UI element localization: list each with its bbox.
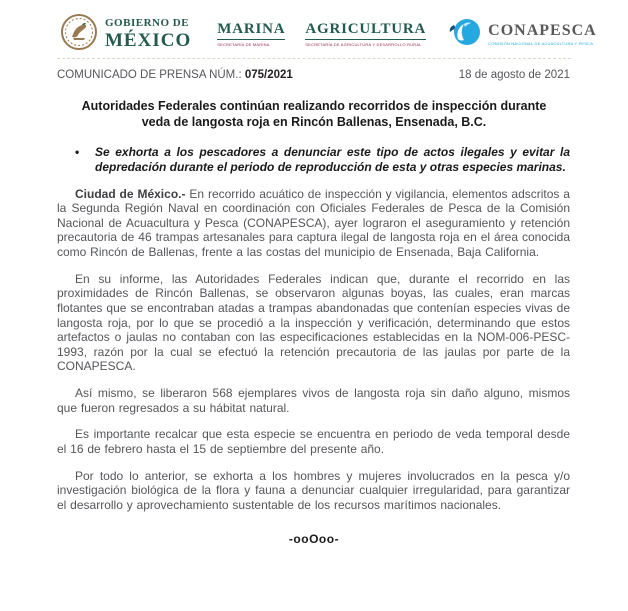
agricultura-subtitle: SECRETARÍA DE AGRICULTURA Y DESARROLLO RURAL [305,41,422,47]
agricultura-wordmark: AGRICULTURA [305,22,426,40]
paragraph-3: Así mismo, se liberaron 568 ejemplares vivos de langosta roja sin daño alguno, mismos que fueron regresados a su hábitat natural. [57,386,570,415]
marina-wordmark: MARINA [217,22,285,40]
press-release-number-value: 075/2021 [244,69,293,81]
conapesca-wordmark: CONAPESCA [488,21,597,39]
gobierno-line1: GOBIERNO DE [105,17,190,29]
conapesca-subtitle: COMISIÓN NACIONAL DE ACUACULTURA Y PESCA [488,40,594,46]
marina-subtitle: SECRETARÍA DE MARINA [217,41,270,47]
paragraph-5: Por todo lo anterior, se exhorta a los hombres y mujeres involucrados en la pesca y/o investigación biológica de la flora y fauna a denunciar cualquier irregularidad, para garantizar el desarrollo y aprovechamiento sustentable de los recursos marítimos nacionales. [57,468,570,512]
mexico-eagle-seal-icon [60,13,98,56]
press-release-number [57,69,293,81]
header-dashed-rule [57,58,571,59]
agricultura-logo [305,22,426,47]
header-logo-band [0,0,628,56]
press-release-date: 18 de agosto de 2021 [458,69,570,81]
paragraph-1 [57,187,570,260]
paragraph-4: Es importante recalcar que esta especie se encuentra en periodo de veda temporal desde el 16 de febrero hasta el 15 de septiembre del presente año. [57,427,570,456]
page-title: Autoridades Federales continúan realizando recorridos de inspección durante veda de langosta roja en Rincón Ballenas, Ensenada, B.C. [81,99,547,130]
gobierno-line2: MÉXICO [105,30,192,51]
paragraph-1-lead: Ciudad de México.- [75,186,186,201]
press-release-meta-row [57,69,570,81]
conapesca-logo [448,17,597,52]
body-text [57,187,570,513]
paragraph-2: En su informe, las Autoridades Federales indican que, durante el recorrido en las proximidades de Rincón Ballenas, se observaron algunas boyas, las cuales, eran marcas flotantes que se encontraban atadas a trampas abandonadas que contenían especies vivas de langosta roja, por lo que se procedió a la inspección y verificación, determinando que estos artefactos o jaulas no contaban con las especificaciones establecidas en la NOM-006-PESC-1993, razón por la cual se efectuó la retención precautoria de las jaulas por parte de la CONAPESCA. [57,271,570,374]
marina-logo [217,22,285,47]
highlight-bullet-item [75,145,570,175]
end-of-release-separator: -ooOoo- [288,532,340,547]
bullet-marker: • [75,144,80,159]
conapesca-wordmark-wrap [488,23,597,46]
highlight-bullet-text: Se exhorta a los pescadores a denunciar este tipo de actos ilegales y evitar la depredación durante el periodo de reproducción de esta y otras especies marinas. [95,144,570,174]
press-release-number-label: COMUNICADO DE PRENSA NÚM.: [57,69,245,81]
paragraph-1-rest: En recorrido acuático de inspección y vigilancia, elementos adscritos a la Segunda Región Naval en coordinación con Oficiales Federales de Pesca de la Comisión Nacional de Acuacultura y Pesca (CONAPESCA), ayer lograron el aseguramiento y retención precautoria de 46 trampas artesanales para captura ilegal de langosta roja en el área conocida como Rincón de Ballenas, frente a las costas del municipio de Ensenada, Baja California. [57,186,570,259]
conapesca-globe-icon [448,17,482,52]
gobierno-de-mexico-logo [60,13,191,56]
gobierno-de-mexico-wordmark [105,18,191,50]
